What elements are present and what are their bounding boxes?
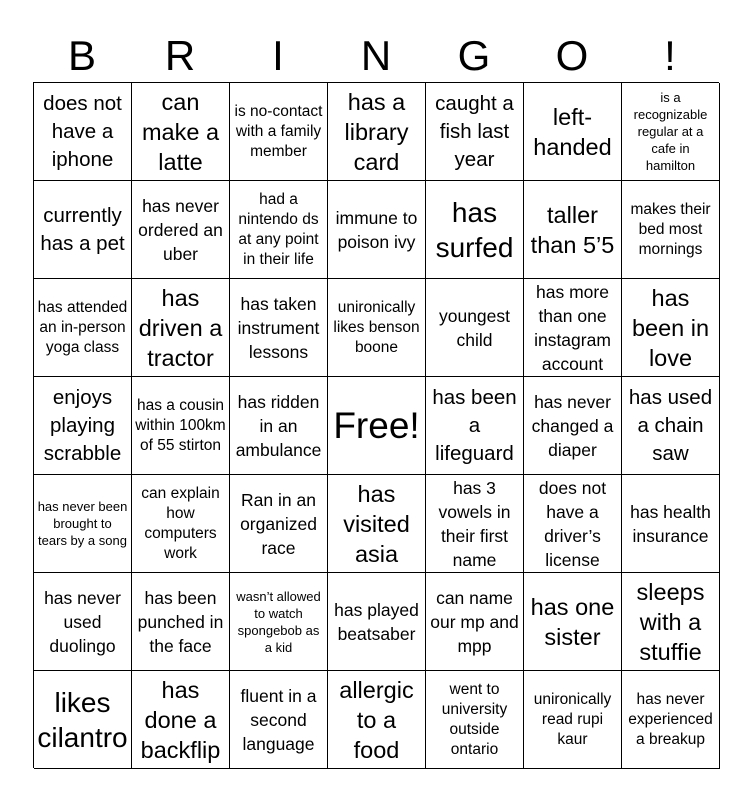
bingo-cell[interactable] xyxy=(524,573,622,671)
bingo-cell[interactable] xyxy=(34,377,132,475)
bingo-cell-label: Ran in an organized race xyxy=(240,489,317,558)
bingo-cell[interactable] xyxy=(230,671,328,769)
bingo-cell-label: is no-contact with a family member xyxy=(234,102,323,160)
bingo-cell-label: can explain how computers work xyxy=(141,484,220,562)
bingo-cell-label: allergic to a food xyxy=(339,676,414,763)
bingo-cell[interactable] xyxy=(524,671,622,769)
bingo-cell-label: youngest child xyxy=(438,305,511,350)
bingo-cell[interactable] xyxy=(132,279,230,377)
bingo-cell[interactable] xyxy=(426,671,524,769)
bingo-cell-label: has a library card xyxy=(344,88,409,175)
bingo-cell-label: has 3 vowels in their first name xyxy=(438,477,511,570)
bingo-title xyxy=(33,30,719,82)
bingo-cell-label: had a nintendo ds at any point in their life xyxy=(238,190,319,268)
bingo-cell[interactable] xyxy=(34,83,132,181)
bingo-cell[interactable] xyxy=(132,181,230,279)
title-letter-b: B xyxy=(67,32,96,79)
bingo-cell-label: wasn’t allowed to watch spongebob as a kid xyxy=(236,588,321,655)
bingo-cell-label: has been in love xyxy=(631,284,710,371)
bingo-cell[interactable] xyxy=(524,181,622,279)
bingo-cell-label: has driven a tractor xyxy=(138,284,223,371)
bingo-cell-label: unironically read rupi kaur xyxy=(533,690,612,748)
bingo-cell-label: has never changed a diaper xyxy=(531,391,614,460)
bingo-cell[interactable] xyxy=(34,475,132,573)
bingo-cell-label: left-handed xyxy=(533,103,612,160)
bingo-cell[interactable] xyxy=(132,671,230,769)
bingo-cell-label: is a recognizable regular at a cafe in hamilton xyxy=(633,90,708,173)
bingo-cell[interactable] xyxy=(426,83,524,181)
bingo-cell-label: has health insurance xyxy=(630,501,711,546)
bingo-cell-label: has taken instrument lessons xyxy=(237,293,320,362)
bingo-card-grid xyxy=(33,82,719,768)
bingo-cell[interactable] xyxy=(426,279,524,377)
title-letter-o: O xyxy=(555,32,589,79)
bingo-cell[interactable] xyxy=(524,83,622,181)
bingo-cell-label: enjoys playing scrabble xyxy=(43,385,122,465)
bingo-cell-label: caught a fish last year xyxy=(435,91,514,171)
bingo-cell-label: can make a latte xyxy=(141,88,220,175)
bingo-cell[interactable] xyxy=(132,573,230,671)
bingo-cell[interactable] xyxy=(524,377,622,475)
bingo-cell-label: has done a backflip xyxy=(140,676,221,763)
bingo-cell[interactable] xyxy=(328,475,426,573)
bingo-cell[interactable] xyxy=(132,83,230,181)
title-letter-exclamation: ! xyxy=(664,32,676,79)
bingo-cell-label: has never experienced a breakup xyxy=(628,690,713,748)
title-letter-r: R xyxy=(164,32,196,79)
bingo-cell-label: fluent in a second language xyxy=(240,685,317,754)
title-letter-g: G xyxy=(457,32,491,79)
bingo-cell[interactable] xyxy=(230,83,328,181)
bingo-cell[interactable] xyxy=(34,671,132,769)
bingo-cell-label: has visited asia xyxy=(343,480,410,567)
bingo-cell-label: has one sister xyxy=(530,593,615,650)
bingo-cell-label: currently has a pet xyxy=(40,203,125,255)
bingo-cell-label: can name our mp and mpp xyxy=(430,587,519,656)
bingo-cell[interactable] xyxy=(230,377,328,475)
bingo-cell-label: immune to poison ivy xyxy=(335,207,418,252)
bingo-cell-label: has more than one instagram account xyxy=(534,281,611,374)
bingo-cell[interactable] xyxy=(230,181,328,279)
bingo-cell[interactable] xyxy=(132,475,230,573)
bingo-cell[interactable] xyxy=(426,475,524,573)
bingo-cell-label: makes their bed most mornings xyxy=(630,200,711,258)
bingo-cell[interactable] xyxy=(34,573,132,671)
bingo-cell-label: has been a lifeguard xyxy=(432,385,517,465)
bingo-cell-label: has never been brought to tears by a song xyxy=(37,499,128,548)
bingo-cell[interactable] xyxy=(622,377,720,475)
bingo-cell-label: went to university outside ontario xyxy=(441,680,508,758)
bingo-cell[interactable] xyxy=(622,279,720,377)
bingo-cell[interactable] xyxy=(622,573,720,671)
free-space-cell[interactable] xyxy=(328,377,426,475)
bingo-cell[interactable] xyxy=(34,279,132,377)
bingo-cell-label: has surfed xyxy=(435,196,514,263)
bingo-cell[interactable] xyxy=(328,573,426,671)
bingo-cell[interactable] xyxy=(622,181,720,279)
bingo-cell-label: does not have a driver’s license xyxy=(538,477,607,570)
bingo-cell[interactable] xyxy=(230,573,328,671)
bingo-cell-label: sleeps with a stuffie xyxy=(636,578,705,665)
bingo-cell[interactable] xyxy=(230,279,328,377)
bingo-cell[interactable] xyxy=(230,475,328,573)
bingo-cell-label: has never used duolingo xyxy=(44,587,121,656)
bingo-cell-label: has attended an in-person yoga class xyxy=(37,298,128,356)
bingo-cell-label: has never ordered an uber xyxy=(138,195,223,264)
bingo-cell-label: likes cilantro xyxy=(37,686,128,753)
bingo-cell[interactable] xyxy=(132,377,230,475)
bingo-cell-label: has been punched in the face xyxy=(137,587,224,656)
title-letter-n: N xyxy=(360,32,392,79)
bingo-cell-label: has played beatsaber xyxy=(334,599,419,644)
bingo-cell[interactable] xyxy=(622,671,720,769)
bingo-cell-label: does not have a iphone xyxy=(43,91,122,171)
bingo-cell[interactable] xyxy=(426,377,524,475)
bingo-cell[interactable] xyxy=(524,279,622,377)
bingo-cell-label: has a cousin within 100km of 55 stirton xyxy=(135,396,226,454)
title-letter-i: I xyxy=(272,32,284,79)
bingo-cell-label: has used a chain saw xyxy=(628,385,713,465)
bingo-cell[interactable] xyxy=(622,83,720,181)
bingo-cell-label: has ridden in an ambulance xyxy=(235,391,322,460)
bingo-cell[interactable] xyxy=(426,573,524,671)
bingo-cell-label: unironically likes benson boone xyxy=(333,298,420,356)
bingo-cell[interactable] xyxy=(328,181,426,279)
bingo-cell[interactable] xyxy=(524,475,622,573)
free-space-label: Free! xyxy=(333,404,420,446)
bingo-cell[interactable] xyxy=(328,671,426,769)
bingo-cell[interactable] xyxy=(426,181,524,279)
bingo-cell[interactable] xyxy=(328,279,426,377)
bingo-cell[interactable] xyxy=(328,83,426,181)
bingo-cell-label: taller than 5’5 xyxy=(530,201,615,258)
bingo-cell[interactable] xyxy=(622,475,720,573)
bingo-cell[interactable] xyxy=(34,181,132,279)
